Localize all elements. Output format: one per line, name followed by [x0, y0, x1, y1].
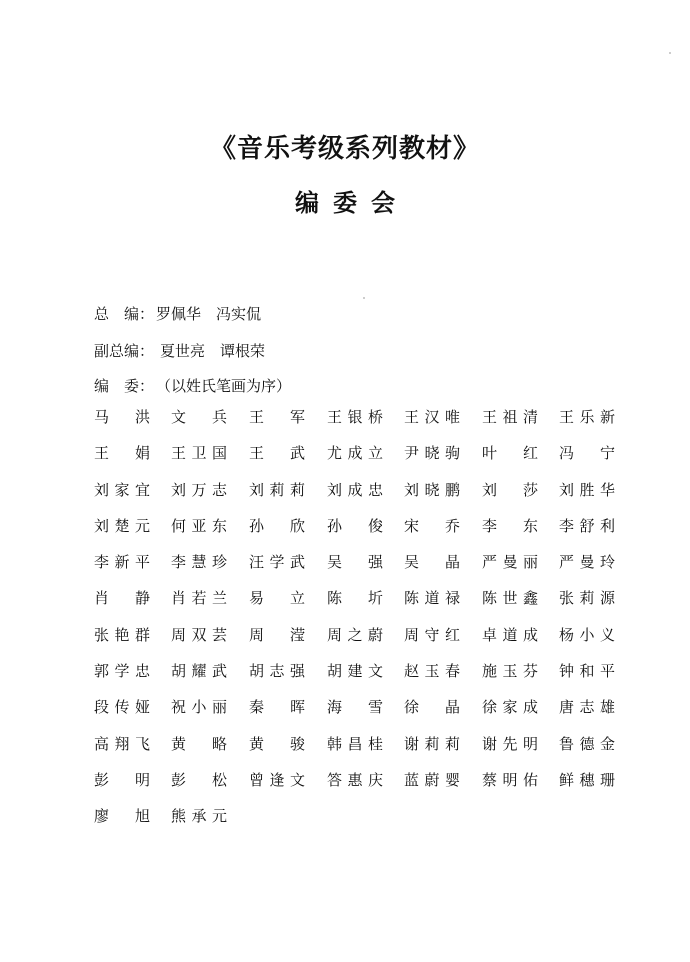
member-name: 王娟 — [94, 444, 150, 463]
member-name: 刘莉莉 — [249, 480, 305, 499]
member-name: 汪学武 — [249, 553, 305, 572]
member-name: 曾逢文 — [249, 770, 305, 789]
member-name: 孙欣 — [249, 516, 305, 535]
chief-editor-line — [94, 303, 261, 324]
scan-speck — [669, 52, 671, 54]
committee-member-list — [94, 406, 634, 842]
member-name: 胡志强 — [249, 662, 305, 681]
member-name: 陈圻 — [327, 589, 383, 608]
member-name: 周守红 — [404, 625, 460, 644]
member-name: 韩昌桂 — [327, 734, 383, 753]
member-name: 鲁德金 — [559, 734, 615, 753]
member-name: 熊承元 — [171, 807, 227, 826]
member-name: 彭松 — [171, 770, 227, 789]
member-name: 张艳群 — [94, 625, 150, 644]
member-name: 文兵 — [171, 408, 227, 426]
member-name: 海雪 — [327, 698, 383, 717]
member-name: 胡建文 — [327, 662, 383, 681]
member-name: 陈世鑫 — [482, 589, 538, 608]
member-name: 蓝蔚婴 — [404, 770, 460, 789]
member-name: 李舒利 — [559, 516, 615, 535]
member-name: 谢先明 — [482, 734, 538, 753]
member-name: 严曼玲 — [559, 553, 615, 572]
member-name: 王卫国 — [171, 444, 227, 463]
member-name: 施玉芬 — [482, 662, 538, 681]
member-name: 祝小丽 — [171, 698, 227, 717]
scan-speck — [363, 297, 365, 299]
member-name: 郭学忠 — [94, 662, 150, 681]
committee-ordering-note: （以姓氏笔画为序） — [156, 377, 292, 395]
member-row — [94, 442, 634, 478]
member-name: 张莉源 — [559, 589, 615, 608]
member-name: 答惠庆 — [327, 770, 383, 789]
member-name: 王银桥 — [327, 408, 383, 426]
member-name: 秦晖 — [249, 698, 305, 717]
member-name: 刘胜华 — [559, 480, 615, 499]
member-row — [94, 587, 634, 623]
member-name: 刘成忠 — [327, 480, 383, 499]
member-name: 蔡明佑 — [482, 770, 538, 789]
member-name: 肖静 — [94, 589, 150, 608]
member-row — [94, 624, 634, 660]
member-name: 胡耀武 — [171, 662, 227, 681]
member-name: 刘莎 — [482, 480, 538, 499]
member-name: 杨小义 — [559, 625, 615, 644]
member-name: 严曼丽 — [482, 553, 538, 572]
member-row — [94, 696, 634, 732]
member-row — [94, 733, 634, 769]
member-name: 刘家宜 — [94, 480, 150, 499]
member-name: 冯宁 — [559, 444, 615, 463]
document-title: 《音乐考级系列教材》 — [209, 134, 480, 164]
member-name: 宋乔 — [404, 516, 460, 535]
member-name: 李慧珍 — [171, 553, 227, 572]
member-name: 叶红 — [482, 444, 538, 463]
member-name: 尹晓驹 — [404, 444, 460, 463]
member-name: 孙俊 — [327, 516, 383, 535]
member-name: 卓道成 — [482, 625, 538, 644]
member-row — [94, 406, 634, 442]
chief-editor-label: 总 编： — [94, 305, 155, 323]
member-name: 鲜穗珊 — [559, 770, 615, 789]
deputy-chief-editor-label: 副总编： — [94, 342, 155, 360]
member-name: 钟和平 — [559, 662, 615, 681]
member-name: 刘万志 — [171, 480, 227, 499]
member-name: 易立 — [249, 589, 305, 608]
member-row — [94, 660, 634, 696]
member-row — [94, 479, 634, 515]
member-name: 黄略 — [171, 734, 227, 753]
member-name: 黄骏 — [249, 734, 305, 753]
member-name: 唐志雄 — [559, 698, 615, 717]
member-name: 周之蔚 — [327, 625, 383, 644]
member-name: 刘楚元 — [94, 516, 150, 535]
member-name: 李新平 — [94, 553, 150, 572]
member-name: 陈道禄 — [404, 589, 460, 608]
member-name: 周滢 — [249, 625, 305, 644]
member-name: 吴晶 — [404, 553, 460, 572]
member-name: 徐晶 — [404, 698, 460, 717]
member-row — [94, 515, 634, 551]
committee-label: 编 委： — [94, 377, 155, 395]
member-name: 段传娅 — [94, 698, 150, 717]
member-name: 王汉唯 — [404, 408, 460, 426]
member-name: 王祖清 — [482, 408, 538, 426]
member-name: 赵玉春 — [404, 662, 460, 681]
member-name: 李东 — [482, 516, 538, 535]
deputy-chief-editor-names: 夏世亮 谭根荣 — [160, 342, 266, 360]
member-name: 吴强 — [327, 553, 383, 572]
member-name: 彭明 — [94, 770, 150, 789]
member-name: 廖旭 — [94, 807, 150, 826]
member-name: 王武 — [249, 444, 305, 463]
committee-line — [94, 375, 291, 396]
member-name: 尤成立 — [327, 444, 383, 463]
member-name: 周双芸 — [171, 625, 227, 644]
member-name: 谢莉莉 — [404, 734, 460, 753]
member-name: 王军 — [249, 408, 305, 426]
member-name: 马洪 — [94, 408, 150, 426]
member-name: 肖若兰 — [171, 589, 227, 608]
chief-editor-names: 罗佩华 冯实侃 — [156, 305, 262, 323]
member-name: 徐家成 — [482, 698, 538, 717]
document-subtitle: 编委会 — [295, 189, 409, 217]
deputy-chief-editor-line — [94, 340, 265, 361]
member-row — [94, 805, 634, 841]
member-row — [94, 769, 634, 805]
member-name: 何亚东 — [171, 516, 227, 535]
member-name: 高翔飞 — [94, 734, 150, 753]
member-row — [94, 551, 634, 587]
member-name: 刘晓鹏 — [404, 480, 460, 499]
member-name: 王乐新 — [559, 408, 615, 426]
